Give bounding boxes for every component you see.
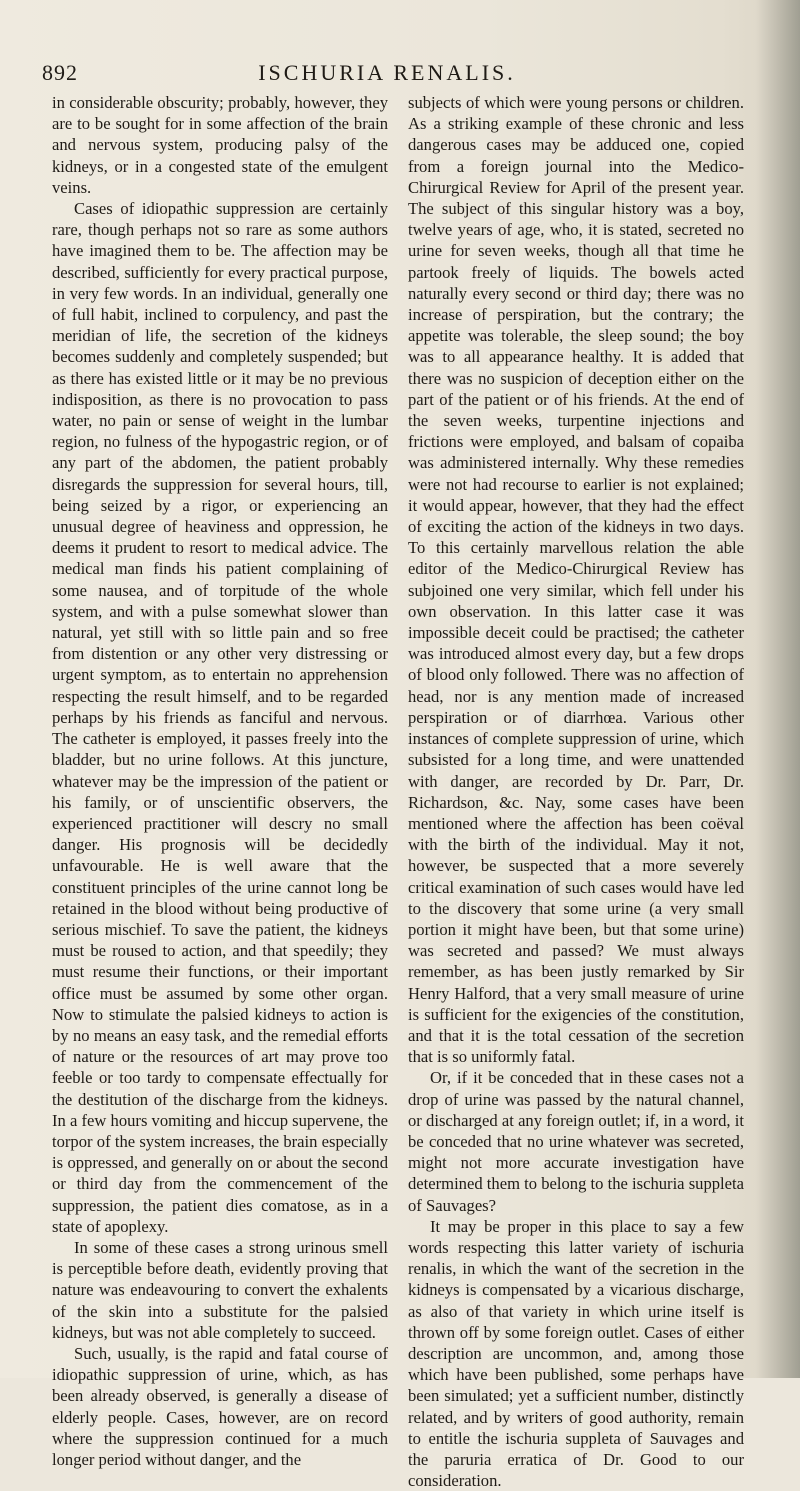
paragraph: In some of these cases a strong urinous smell is perceptible before death, evidently proving that nature was endeavouring to convert the exhalents of the skin into a substitute for the palsied kidneys, but was not able completely to succeed. [52, 1237, 388, 1342]
right-column [408, 92, 744, 1491]
paragraph: in considerable obscurity; probably, however, they are to be sought for in some affection of the brain and nervous system, producing palsy of the kidneys, or in a congested state of the emulgent veins. [52, 93, 388, 197]
paragraph: Such, usually, is the rapid and fatal course of idiopathic suppression of urine, which, as has been already observed, is generally a disease of elderly people. Cases, however, are on record where the suppression continued for a much longer period without danger, and the [52, 1343, 388, 1469]
page-header [42, 60, 732, 90]
paragraph: Or, if it be conceded that in these cases not a drop of urine was passed by the natural channel, or discharged at any foreign outlet; if, in a word, it be conceded that no urine whatever was secreted, might not more accurate investigation have determined them to belong to the ischuria suppleta of Sauvages? [408, 1068, 744, 1215]
paragraph: It may be proper in this place to say a few words respecting this latter variety of ischuria renalis, in which the want of the secretion in the kidneys is compensated by a vicarious discharge, as also of that variety in which urine itself is thrown off by some foreign outlet. Cases of either description are uncommon, and, among those which have been published, some perhaps have been simulated; yet a sufficient number, distinctly related, and by writers of good authority, remain to entitle the ischuria suppleta of Sauvages and the paruria erratica of Dr. Good to our consideration. [408, 1216, 744, 1491]
running-title: ISCHURIA RENALIS. [258, 60, 516, 85]
page-number: 892 [42, 60, 78, 85]
paragraph: subjects of which were young persons or children. As a striking example of these chronic and less dangerous cases may be adduced one, copied from a foreign journal into the Medico-Chirurgical Review for April of the present year. The subject of this singular history was a boy, twelve years of age, who, it is stated, secreted no urine for seven weeks, though all that time he partook freely of liquids. The bowels acted naturally every second or third day; there was no increase of perspiration, but the contrary; the appetite was tolerable, the sleep sound; the boy was to all appearance healthy. It is added that there was no suspicion of deception either on the part of the patient or of his friends. At the end of the seven weeks, turpentine injections and frictions were employed, and balsam of copaiba was administered internally. Why these remedies were not had recourse to earlier is not explained; it would appear, however, that they had the effect of exciting the action of the kidneys in two days. To this certainly marvellous relation the able editor of the Medico-Chirurgical Review has subjoined one very similar, which fell under his own observation. In this latter case it was impossible deceit could be practised; the catheter was introduced almost every day, but a few drops of blood only followed. There was no affection of head, nor is any mention made of increased perspiration or of diarrhœa. Various other instances of complete suppression of urine, which subsisted for a long time, and were unattended with danger, are recorded by Dr. Parr, Dr. Richardson, &c. Nay, some cases have been mentioned where the affection has been coëval with the birth of the individual. May it not, however, be suspected that a more severely critical examination of such cases would have led to the discovery that some urine (a very small portion it might have been, but that some urine) was secreted and passed? We must always remember, as has been justly remarked by Sir Henry Halford, that a very small measure of urine is sufficient for the exigencies of the constitution, and that it is the total cessation of the secretion that is so uniformly fatal. [408, 93, 744, 1067]
paragraph: Cases of idiopathic suppression are certainly rare, though perhaps not so rare as some authors have imagined them to be. The affection may be described, sufficiently for every practical purpose, in very few words. In an individual, generally one of full habit, inclined to corpulency, and past the meridian of life, the secretion of the kidneys becomes suddenly and completely suspended; but as there has existed little or it may be no previous indisposition, as there is no provocation to pass water, no pain or sense of weight in the lumbar region, no fulness of the hypogastric region, or of any part of the abdomen, the patient probably disregards the suppression for several hours, till, being seized by a rigor, or experiencing an unusual degree of heaviness and oppression, he deems it prudent to resort to medical advice. The medical man finds his patient complaining of some nausea, and of torpitude of the whole system, and with a pulse somewhat slower than natural, yet still with so little pain and so free from distention or any other very distressing or urgent symptom, as to entertain no apprehension respecting the result himself, and to be regarded perhaps by his friends as fanciful and nervous. The catheter is employed, it passes freely into the bladder, but no urine follows. At this juncture, whatever may be the impression of the patient or his family, or of unscientific observers, the experienced practitioner will descry no small danger. His prognosis will be decidedly unfavourable. He is well aware that the constituent principles of the urine cannot long be retained in the blood without being productive of serious mischief. To save the patient, the kidneys must be roused to action, and that speedily; they must resume their functions, or their important office must be assumed by some other organ. Now to stimulate the palsied kidneys to action is by no means an easy task, and the remedial efforts of nature or the resources of art may prove too feeble or too tardy to compensate effectually for the destitution of the discharge from the kidneys. In a few hours vomiting and hiccup supervene, the torpor of the system increases, the brain especially is oppressed, and generally on or about the second or third day from the commencement of the suppression, the patient dies comatose, as in a state of apoplexy. [52, 199, 388, 1236]
page-edge-shadow [756, 0, 800, 1378]
left-column [52, 92, 388, 1470]
